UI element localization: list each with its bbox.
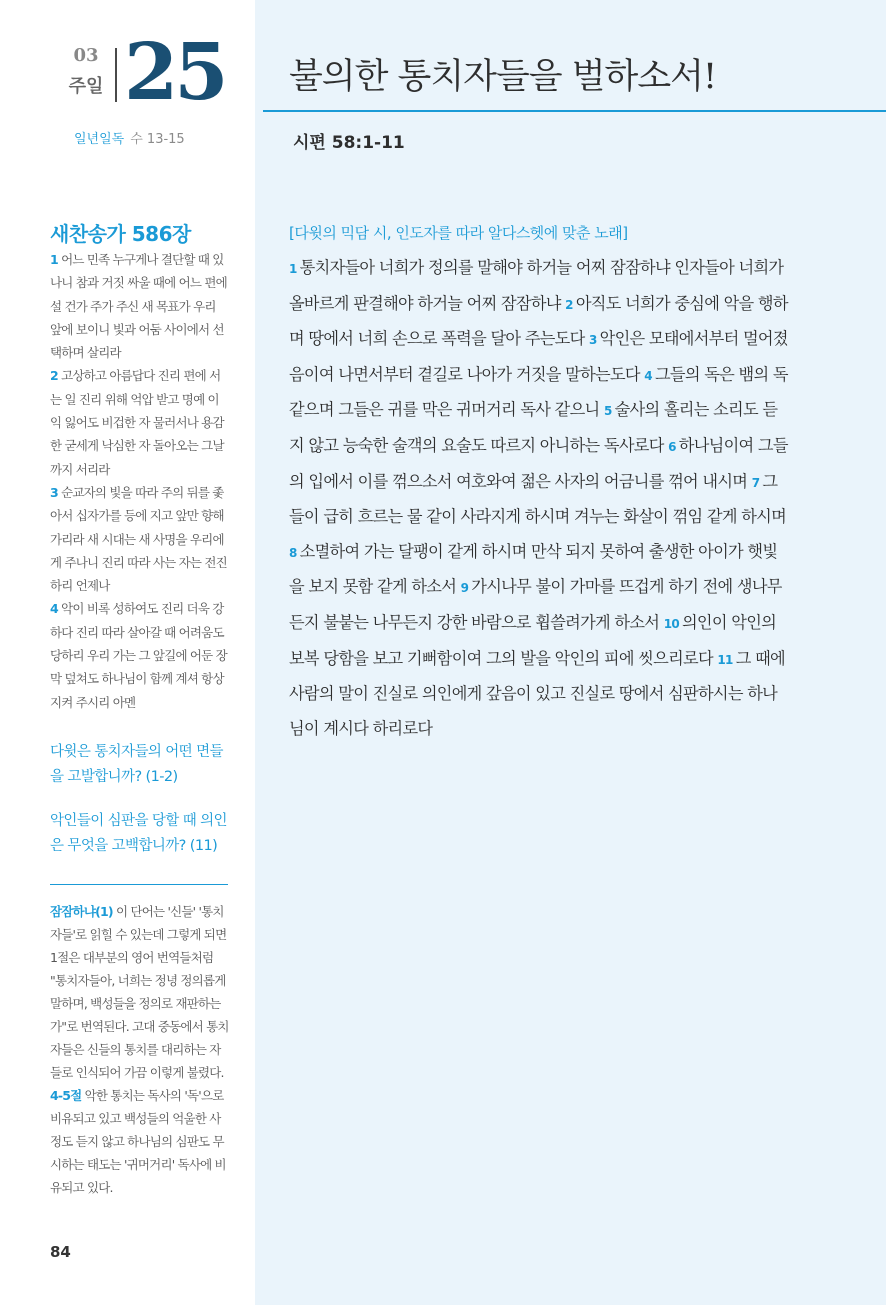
hymn-lyrics [50, 248, 230, 714]
study-note-term: 4-5절 [50, 1088, 82, 1103]
title-divider [263, 110, 886, 112]
sidebar [0, 0, 255, 1305]
main-content [255, 0, 886, 1305]
verse-number: 6 [668, 439, 676, 454]
study-note [50, 1084, 230, 1199]
verse-text: 그들이 급히 흐르는 물 같이 사라지게 하시며 겨누는 화살이 꺾임 같게 하시며 [289, 471, 787, 527]
week-label: 주일 [68, 76, 104, 97]
hymn-verse-number: 4 [50, 601, 58, 617]
verse-number: 9 [460, 581, 469, 596]
passage-reference: 시편 58:1-11 [293, 133, 405, 153]
passage-intro: [다윗의 믹담 시, 인도자를 따라 알다스헷에 맞춘 노래] [289, 224, 628, 242]
verse-number: 4 [644, 368, 652, 383]
verse-number: 7 [751, 475, 760, 490]
verse-text: 소멸하여 가는 달팽이 같게 하시며 만삭 되지 못하여 출생한 아이가 햇빛을 보지 못함 같게 하소서 [289, 541, 778, 597]
passage-text [289, 251, 791, 746]
hymn-verse-number: 2 [50, 368, 58, 384]
hymn-verse-text: 어느 민족 누구게나 결단할 때 있나니 참과 거짓 싸울 때에 어느 편에 설 건가 주가 주신 새 목표가 우리 앞에 보이니 빛과 어둠 사이에서 선택하며 살리라 [50, 252, 227, 361]
page-title: 불의한 통치자들을 벌하소서! [289, 57, 717, 97]
verse-number: 10 [663, 616, 679, 631]
hymn-verse-text: 고상하고 아름답다 진리 편에 서는 일 진리 위해 억압 받고 명예 이익 잃어도 비겁한 자 물러서나 용감한 굳세게 낙심한 자 돌아오는 그날까지 서리라 [50, 368, 224, 477]
study-note [50, 900, 230, 1084]
verse-number: 2 [565, 297, 573, 312]
hymn-verse-number: 3 [50, 484, 58, 500]
hymn-verse-number: 1 [50, 252, 58, 267]
verse-number: 5 [603, 404, 612, 419]
hymn-verse-text: 악이 비록 성하여도 진리 더욱 강하다 진리 따라 살아갈 때 어려움도 당하리 우리 가는 그 앞길에 어둔 장막 덮쳐도 하나님이 함께 계셔 항상 지켜 주시리 아멘 [50, 601, 227, 710]
verse-text: 그들의 독은 뱀의 독 같으며 그들은 귀를 막은 귀머거리 독사 같으니 [289, 364, 788, 420]
verse-text: 의인이 악인의 보복 당함을 보고 기뻐함이여 그의 발을 악인의 피에 씻으리로다 [289, 612, 777, 668]
study-note-text: 악한 통치는 독사의 '독'으로 비유되고 있고 백성들의 억울한 사정도 듣지 않고 하나님의 심판도 무시하는 태도는 '귀머거리' 독사에 비유되고 있다. [50, 1088, 226, 1195]
date-divider [115, 48, 117, 102]
reading-plan-ref: 수 13-15 [130, 132, 185, 147]
study-notes [50, 900, 230, 1199]
verse-text: 술사의 홀리는 소리도 듣지 않고 능숙한 술객의 요술도 따르지 아니하는 독사로다 [289, 400, 778, 455]
divider [50, 884, 228, 885]
verse-text: 통치자들아 너희가 정의를 말해야 하거늘 어찌 잠잠하냐 인자들아 너희가 올바르게 판결해야 하거늘 어찌 잠잠하냐 [289, 258, 784, 313]
reflection-question: 다윗은 통치자들의 어떤 면들을 고발합니까? (1-2) [50, 744, 223, 785]
verse-number: 1 [289, 262, 297, 276]
verse-text: 악인은 모태에서부터 멀어졌음이여 나면서부터 곁길로 나아가 거짓을 말하는도다 [289, 329, 788, 384]
hymn-verse [50, 364, 230, 480]
hymn-verse [50, 248, 230, 364]
study-note-term: 잠잠하냐(1) [50, 904, 113, 919]
reflection-question: 악인들이 심판을 당할 때 의인은 무엇을 고백합니까? (11) [50, 813, 227, 854]
hymn-verse [50, 597, 230, 713]
page-number: 84 [50, 1243, 71, 1261]
verse-number: 3 [589, 333, 597, 348]
date-day: 25 [124, 27, 225, 118]
hymn-verse-text: 순교자의 빛을 따라 주의 뒤를 좇아서 십자가를 등에 지고 앞만 향해 가리라 새 시대는 새 사명을 우리에게 주나니 진리 따라 사는 자는 전진하리 언제나 [50, 484, 227, 594]
reading-plan-label: 일년일독 [74, 132, 125, 147]
reading-plan [74, 128, 185, 147]
verse-number: 8 [289, 545, 297, 560]
verse-text: 가시나무 불이 가마를 뜨겁게 하기 전에 생나무든지 불붙는 나무든지 강한 바람으로 휩쓸려가게 하소서 [289, 577, 782, 632]
week-number: 03 [73, 45, 99, 66]
verse-text: 아직도 너희가 중심에 악을 행하며 땅에서 너희 손으로 폭력을 달아 주는도다 [289, 293, 788, 349]
verse-text: 그 때에 사람의 말이 진실로 의인에게 갚음이 있고 진실로 땅에서 심판하시는 하나님이 계시다 하리로다 [289, 648, 785, 738]
hymn-title: 새찬송가 586장 [50, 222, 191, 246]
hymn-verse [50, 481, 230, 597]
verse-number: 11 [717, 652, 733, 667]
verse-text: 하나님이여 그들의 입에서 이를 꺾으소서 여호와여 젊은 사자의 어금니를 꺾어 내시며 [289, 435, 788, 491]
study-note-text: 이 단어는 '신들' '통치자들'로 읽힐 수 있는데 그렇게 되면 1절은 대부분의 영어 번역들처럼 "통치자들아, 너희는 정녕 정의롭게 말하며, 백성들을 정의로 재판하는가"로 번역된다. 고대 중동에서 통치자들은 신들의 통치를 대리하는 자들로 인식되어 가끔 이렇게 불렸다. [50, 904, 229, 1080]
